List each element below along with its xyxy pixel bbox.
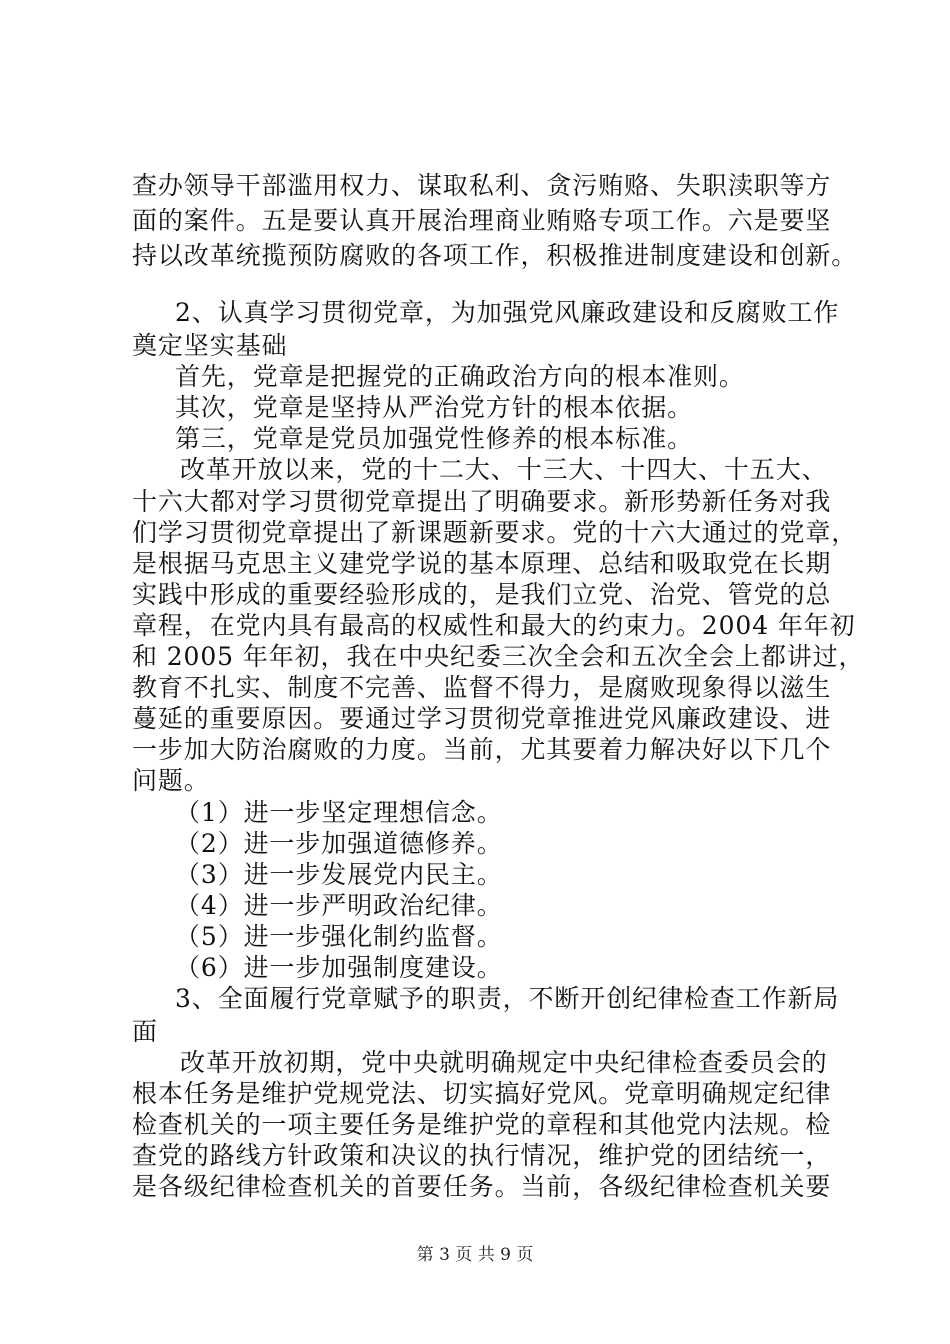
text-line: 面的案件。五是要认真开展治理商业贿赂专项工作。六是要坚 [132,206,832,235]
text-line: 首先，党章是把握党的正确政治方向的根本准则。 [175,362,745,391]
section-heading-continued: 面 [132,1017,158,1046]
text-line: 根本任务是维护党规党法、切实搞好党风。党章明确规定纪律 [132,1079,832,1108]
list-item: （5）进一步强化制约监督。 [175,922,503,951]
text-line: 实践中形成的重要经验形成的，是我们立党、治党、管党的总 [132,580,832,609]
text-line: 其次，党章是坚持从严治党方针的根本依据。 [175,393,694,422]
text-line: 是根据马克思主义建党学说的基本原理、总结和吸取党在长期 [132,549,832,578]
text-line: 十六大都对学习贯彻党章提出了明确要求。新形势新任务对我 [132,487,832,516]
text-line: 们学习贯彻党章提出了新课题新要求。党的十六大通过的党章， [132,518,858,547]
text-line: 章程，在党内具有最高的权威性和最大的约束力。2004 年年初 [132,611,856,640]
section-heading: 3、全面履行党章赋予的职责，不断开创纪律检查工作新局 [175,984,840,1013]
text-line: 和 2005 年年初，我在中央纪委三次全会和五次全会上都讲过， [132,642,865,671]
page-footer: 第 3 页 共 9 页 [416,1245,534,1265]
text-line: 第三，党章是党员加强党性修养的根本标准。 [175,424,694,453]
text-line: 持以改革统揽预防腐败的各项工作，积极推进制度建设和创新。 [132,241,858,270]
list-item: （4）进一步严明政治纪律。 [175,891,503,920]
text-line: 检查机关的一项主要任务是维护党的章程和其他党内法规。检 [132,1110,832,1139]
list-item: （6）进一步加强制度建设。 [175,953,503,982]
list-item: （3）进一步发展党内民主。 [175,860,503,889]
text-line: 一步加大防治腐败的力度。当前，尤其要着力解决好以下几个 [132,735,832,764]
text-line: 查党的路线方针政策和决议的执行情况，维护党的团结统一， [132,1141,832,1170]
list-item: （2）进一步加强道德修养。 [175,829,503,858]
text-line: 蔓延的重要原因。要通过学习贯彻党章推进党风廉政建设、进 [132,704,832,733]
list-item: （1）进一步坚定理想信念。 [175,798,503,827]
text-line: 改革开放以来，党的十二大、十三大、十四大、十五大、 [180,455,828,484]
text-line: 查办领导干部滥用权力、谋取私利、贪污贿赂、失职渎职等方 [132,171,832,200]
text-line: 问题。 [132,766,210,795]
text-line: 教育不扎实、制度不完善、监督不得力，是腐败现象得以滋生 [132,673,832,702]
section-heading-continued: 奠定坚实基础 [132,331,288,360]
text-line: 改革开放初期，党中央就明确规定中央纪律检查委员会的 [180,1048,828,1077]
section-heading: 2、认真学习贯彻党章，为加强党风廉政建设和反腐败工作 [175,298,840,327]
text-line: 是各级纪律检查机关的首要任务。当前，各级纪律检查机关要 [132,1172,832,1201]
